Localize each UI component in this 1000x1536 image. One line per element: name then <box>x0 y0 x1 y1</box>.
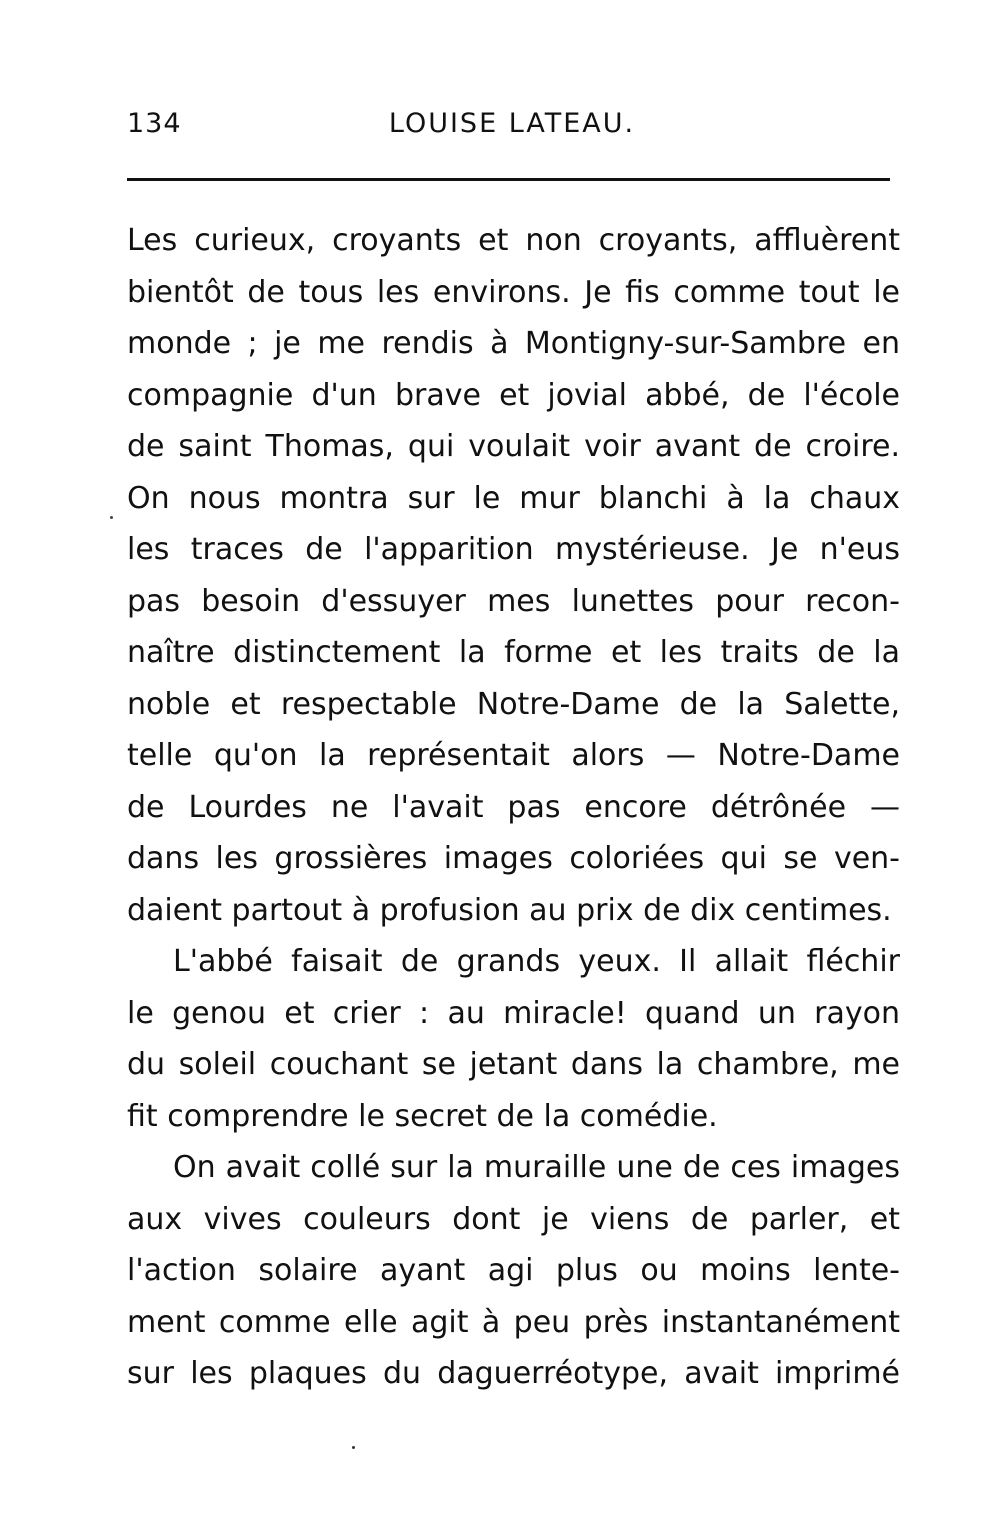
text-line: naître distinctement la forme et les traits de la <box>127 635 900 670</box>
text-line: bientôt de tous les environs. Je fis comme tout le <box>127 274 900 310</box>
text-line: Les curieux, croyants et non croyants, affluèrent <box>127 223 900 258</box>
text-line: fit comprendre le secret de la comédie. <box>127 1098 718 1134</box>
header-rule <box>127 178 890 181</box>
text-line: de saint Thomas, qui voulait voir avant de croire. <box>127 429 900 464</box>
text-line: sur les plaques du daguerréotype, avait imprimé <box>127 1356 900 1391</box>
text-line: monde ; je me rendis à Montigny-sur-Sambre en <box>127 326 900 361</box>
margin-speck <box>110 516 113 519</box>
text-line: dans les grossières images coloriées qui se ven- <box>127 841 900 876</box>
text-line: daient partout à profusion au prix de dix centimes. <box>127 892 892 928</box>
text-line: de Lourdes ne l'avait pas encore détrônée — <box>127 789 900 825</box>
text-line: noble et respectable Notre-Dame de la Salette, <box>127 686 900 722</box>
running-head <box>127 108 897 152</box>
text-line: compagnie d'un brave et jovial abbé, de l'école <box>127 377 900 413</box>
text-line: pas besoin d'essuyer mes lunettes pour recon- <box>127 583 900 619</box>
page-speck <box>352 1446 355 1449</box>
text-line: les traces de l'apparition mystérieuse. Je n'eus <box>127 532 900 567</box>
text-line: telle qu'on la représentait alors — Notre-Dame <box>127 738 900 773</box>
page-number: 134 <box>127 108 182 139</box>
text-line: L'abbé faisait de grands yeux. Il allait fléchir <box>173 944 900 979</box>
body-text <box>127 215 900 1400</box>
text-line: ment comme elle agit à peu près instantanément <box>127 1304 900 1340</box>
text-line: On nous montra sur le mur blanchi à la chaux <box>127 480 900 516</box>
running-title: LOUISE LATEAU. <box>388 108 636 139</box>
text-line: l'action solaire ayant agi plus ou moins lente- <box>127 1253 900 1288</box>
text-line: aux vives couleurs dont je viens de parler, et <box>127 1201 900 1237</box>
text-line: le genou et crier : au miracle! quand un rayon <box>127 995 900 1031</box>
text-line: On avait collé sur la muraille une de ces images <box>173 1150 900 1185</box>
text-line: du soleil couchant se jetant dans la chambre, me <box>127 1047 900 1082</box>
